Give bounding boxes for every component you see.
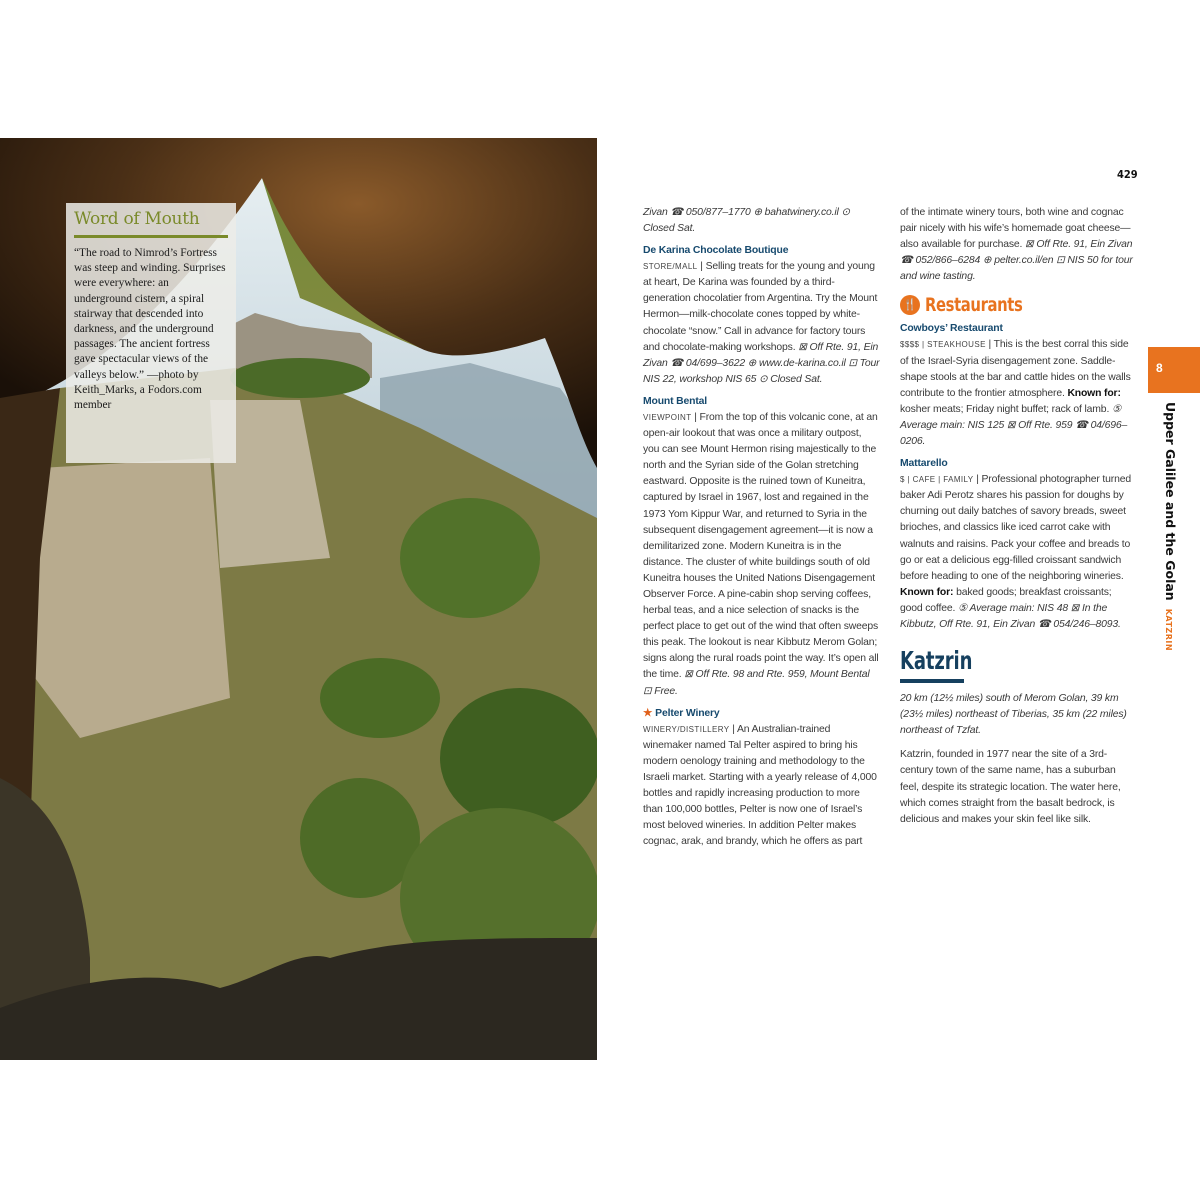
listing-text: From the top of this volcanic cone, at an open-air lookout that was once a military outpost, you can see Mount Hermon rising majestically to the north and the Syrian side of the Golan stretching eastward. Opposite is the ruined town of Kuneitra, captured by Israel in 1967, lost and regained in the 1973 Yom Kippur War, and returned to Syria in the subsequent disengagement agreement—it is now a demilitarized zone. Modern Kuneitra is in the distance. The cluster of white buildings south of old Kuneitra houses the United Nations Disengagement Observer Force. A pine-cabin shop serving coffees, herbal teas, and a nice selection of snacks is the perfect place to get out of the wind that often sweeps this peak. The lookout is near Kibbutz Merom Golan; signs along the rural roads point the way. It’s open all the time.: [643, 411, 879, 681]
cliff-face: [20, 458, 230, 738]
continued-text: of the intimate winery tours, both wine and cognac pair nicely with his wife’s homemade goat cheese—also available for purchase.: [900, 207, 1131, 251]
known-for: kosher meats; Friday night buffet; rack of lamb.: [900, 403, 1110, 415]
chapter-title: Upper Galilee and the Golan: [1163, 402, 1178, 601]
chapter-running-head: [1163, 402, 1178, 651]
town-directions: 20 km (12½ miles) south of Merom Golan, 39 km (23½ miles) northeast of Tiberias, 35 km (22 miles) northeast of Tzfat.: [900, 693, 1127, 737]
restaurant-text: This is the best corral this side of the Israel-Syria disengagement zone. Saddle-shape stools at the bar and cattle hides on the walls contribute to the frontier atmosphere.: [900, 339, 1131, 399]
column-2: [900, 205, 1134, 828]
listing-name: Pelter Winery: [655, 707, 720, 719]
listing-name: Mount Bental: [643, 395, 707, 407]
continued-listing-info: Zivan ☎ 050/877–1770 ⊕ bahatwinery.co.il ⊙ Closed Sat.: [643, 207, 850, 235]
restaurant-name: Mattarello: [900, 458, 948, 470]
restaurant-text: Professional photographer turned baker Adi Perotz shares his passion for doughs by churning out daily batches of savory breads, sweet brioches, and classics like iced carrot cake with walnuts and raisins. Pack your coffee and breads to go or eat a delicious egg-filled croissant sandwich before heading to one of the neighboring wineries.: [900, 474, 1131, 582]
restaurant-name: Cowboys’ Restaurant: [900, 323, 1003, 335]
restaurants-section-header: [900, 295, 1134, 315]
listing-body: VIEWPOINT | From the top of this volcanic cone, at an open-air lookout that was once a military outpost, you can see Mount Hermon rising majestically to the north and the Syrian side of the Golan stretching eastward. Opposite is the ruined town of Kuneitra, captured by Israel in 1967, lost and regained in the 1973 Yom Kippur War, and returned to Syria in the subsequent disengagement agreement—it is now a demilitarized zone. Modern Kuneitra is in the distance. The cluster of white buildings south of old Kuneitra houses the United Nations Disengagement Observer Force. A pine-cabin shop serving coffees, herbal teas, and a nice selection of snacks is the perfect place to get out of the wind that often sweeps this peak. The lookout is near Kibbutz Merom Golan; signs along the rural roads point the way. It’s open all the time. ⊠ Off Rte. 98 and Rte. 959, Mount Bental ⊡ Free.: [643, 411, 879, 697]
known-for-label: Known for:: [1067, 387, 1121, 399]
restaurant-category: $ | CAFE | FAMILY: [900, 475, 974, 485]
word-of-mouth-box: [66, 203, 236, 463]
listing-text: Selling treats for the young and young at heart, De Karina was founded by a third-generation chocolatier from Argentina. Try the Mount Hermon—milk-chocolate cones topped by white-chocolate “snow.” Call in advance for factory tours and chocolate-making workshops.: [643, 261, 878, 353]
section-title: Restaurants: [925, 294, 1023, 317]
listing-category: WINERY/DISTILLERY: [643, 724, 730, 734]
word-of-mouth-title: Word of Mouth: [74, 209, 228, 238]
chapter-tab: [1148, 347, 1200, 393]
listing-name: De Karina Chocolate Boutique: [643, 245, 789, 257]
listing-category: STORE/MALL: [643, 262, 698, 272]
column-1: [643, 205, 880, 850]
listing-text: An Australian-trained winemaker named Tal Pelter aspired to bring his modern oenology training and methodology to the Israeli market. Starting with a yearly release of 4,000 bottles and rapidly increasing production to more than 100,000 bottles, Pelter is now one of Israel’s most beloved wineries. In addition Pelter makes cognac, arak, and brandy, which he offers as part: [643, 723, 877, 848]
restaurant-body: $ | CAFE | FAMILY | Professional photographer turned baker Adi Perotz shares his passion for doughs by churning out daily batches of savory breads, sweet brioches, and classics like iced carrot cake with walnuts and raisins. Pack your coffee and breads to go or eat a delicious egg-filled croissant sandwich before heading to one of the neighboring wineries. Known for: baked goods; breakfast croissants; good coffee. ⑤ Average main: NIS 48 ⊠ In the Kibbutz, Off Rte. 91, Ein Zivan ☎ 054/246–8093.: [900, 474, 1131, 630]
listing-info: ⊠ Off Rte. 98 and Rte. 959, Mount Bental ⊡ Free.: [643, 669, 870, 697]
restaurant-info: ⑤ Average main: NIS 48 ⊠ In the Kibbutz, Off Rte. 91, Ein Zivan ☎ 054/246–8093.: [900, 602, 1121, 630]
restaurant-category: $$$$ | STEAKHOUSE: [900, 340, 986, 350]
continued-info: ⊠ Off Rte. 91, Ein Zivan ☎ 052/866–6284 ⊕ pelter.co.il/en ⊡ NIS 50 for tour and wine tasting.: [900, 239, 1133, 283]
town-intro: Katzrin, founded in 1977 near the site of a 3rd-century town of the same name, has a suburban feel, despite its strategic location. The water here, which comes straight from the basalt bedrock, is delicious and makes your skin feel like silk.: [900, 749, 1121, 825]
word-of-mouth-quote: “The road to Nimrod’s Fortress was steep and winding. Surprises were everywhere: an underground cistern, a spiral stairway that descended into darkness, and the underground passages. The ancient fortress gave spectacular views of the valleys below.” —photo by Keith_Marks, a Fodors.com member: [74, 247, 226, 412]
page-number: 429: [1117, 168, 1138, 181]
fork-knife-icon: 🍴: [900, 295, 920, 315]
listing-body: STORE/MALL | Selling treats for the young and young at heart, De Karina was founded by a third-generation chocolatier from Argentina. Try the Mount Hermon—milk-chocolate cones topped by white-chocolate “snow.” Call in advance for factory tours and chocolate-making workshops. ⊠ Off Rte. 91, Ein Zivan ☎ 04/699–3622 ⊕ www.de-karina.co.il ⊡ Tour NIS 22, workshop NIS 65 ⊙ Closed Sat.: [643, 261, 880, 385]
town-heading: Katzrin: [900, 646, 973, 676]
restaurant-body: $$$$ | STEAKHOUSE | This is the best corral this side of the Israel-Syria disengagement zone. Saddle-shape stools at the bar and cattle hides on the walls contribute to the frontier atmosphere. Known for: kosher meats; Friday night buffet; rack of lamb. ⑤ Average main: NIS 125 ⊠ Off Rte. 959 ☎ 04/696–0206.: [900, 339, 1131, 448]
listing-body: WINERY/DISTILLERY | An Australian-trained winemaker named Tal Pelter aspired to bring his modern oenology training and methodology to the Israeli market. Starting with a yearly release of 4,000 bottles and rapidly increasing production to more than 100,000 bottles, Pelter is now one of Israel’s most beloved wineries. In addition Pelter makes cognac, arak, and brandy, which he offers as part: [643, 723, 877, 848]
listing-category: VIEWPOINT: [643, 412, 692, 422]
star-icon: ★: [643, 707, 653, 719]
restaurant-info: ⑤ Average main: NIS 125 ⊠ Off Rte. 959 ☎ 04/696–0206.: [900, 403, 1128, 448]
continued-listing: [900, 205, 1134, 285]
known-for-label: Known for:: [900, 586, 954, 598]
chapter-number: 8: [1156, 361, 1163, 375]
listing-info: ⊠ Off Rte. 91, Ein Zivan ☎ 04/699–3622 ⊕ www.de-karina.co.il ⊡ Tour NIS 22, workshop NIS 65 ⊙ Closed Sat.: [643, 341, 880, 385]
chapter-subtitle: KATZRIN: [1164, 608, 1173, 652]
known-for: baked goods; breakfast croissants; good coffee.: [900, 586, 1112, 614]
listing-name-row: [643, 706, 880, 722]
town-heading-rule: [900, 679, 964, 683]
